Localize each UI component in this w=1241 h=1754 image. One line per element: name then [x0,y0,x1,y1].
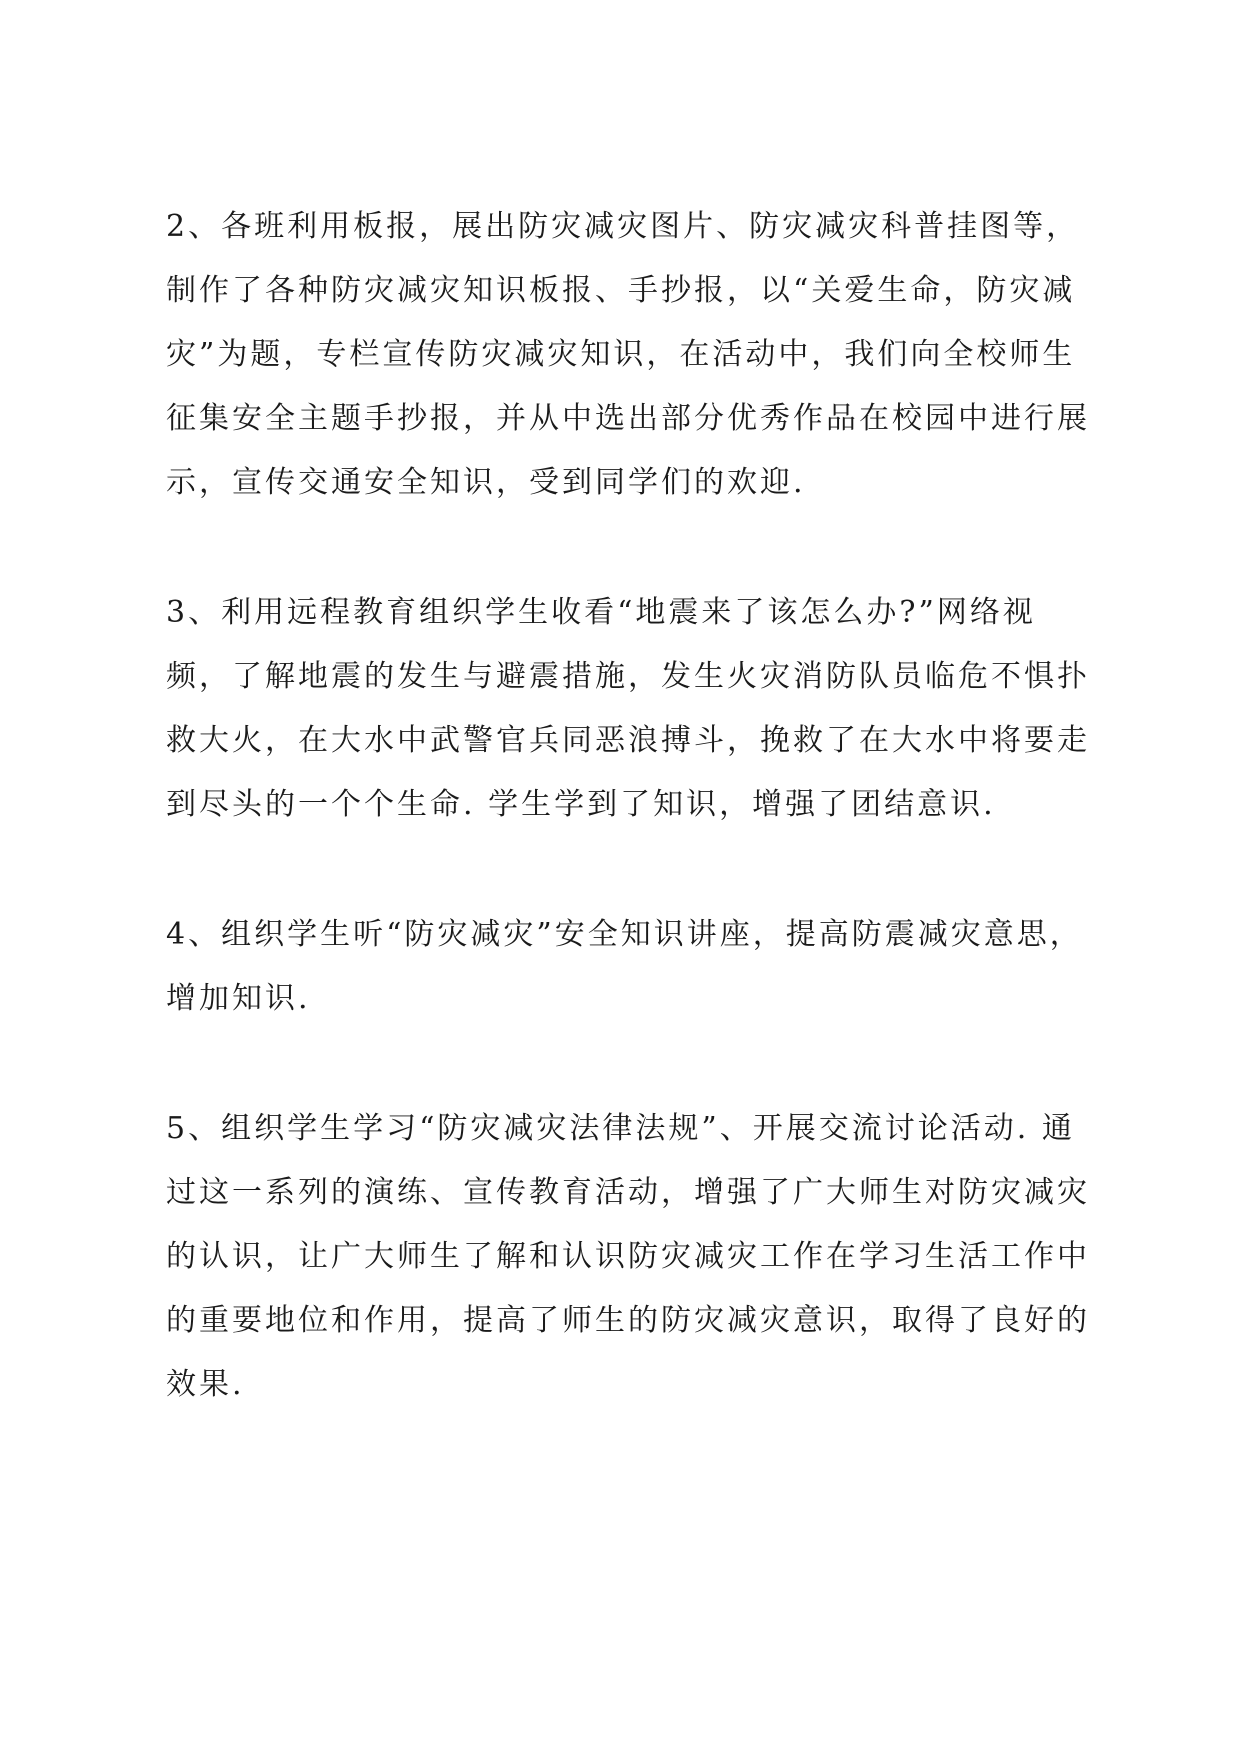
paragraph-item-4: 4、组织学生听“防灾减灾”安全知识讲座，提高防震减灾意思，增加知识. [166,917,1083,1016]
paragraph-item-3: 3、利用远程教育组织学生收看“地震来了该怎么办?”网络视频，了解地震的发生与避震措施，发生火灾消防队员临危不惧扑救大火，在大水中武警官兵同恶浪搏斗，挽救了在大水中将要走到尽头的一个个生命. 学生学到了知识，增强了团结意识. [166,595,1090,822]
paragraph-item-2: 2、各班利用板报，展出防灾减灾图片、防灾减灾科普挂图等，制作了各种防灾减灾知识板报、手抄报，以“关爱生命，防灾减灾”为题，专栏宣传防灾减灾知识，在活动中，我们向全校师生征集安全主题手抄报，并从中选出部分优秀作品在校园中进行展示，宣传交通安全知识，受到同学们的欢迎. [166,209,1090,500]
document-body [166,195,1096,1483]
paragraph-item-5: 5、组织学生学习“防灾减灾法律法规”、开展交流讨论活动. 通过这一系列的演练、宣传教育活动，增强了广大师生对防灾减灾的认识，让广大师生了解和认识防灾减灾工作在学习生活工作中的重要地位和作用，提高了师生的防灾减灾意识，取得了良好的效果. [166,1111,1090,1402]
